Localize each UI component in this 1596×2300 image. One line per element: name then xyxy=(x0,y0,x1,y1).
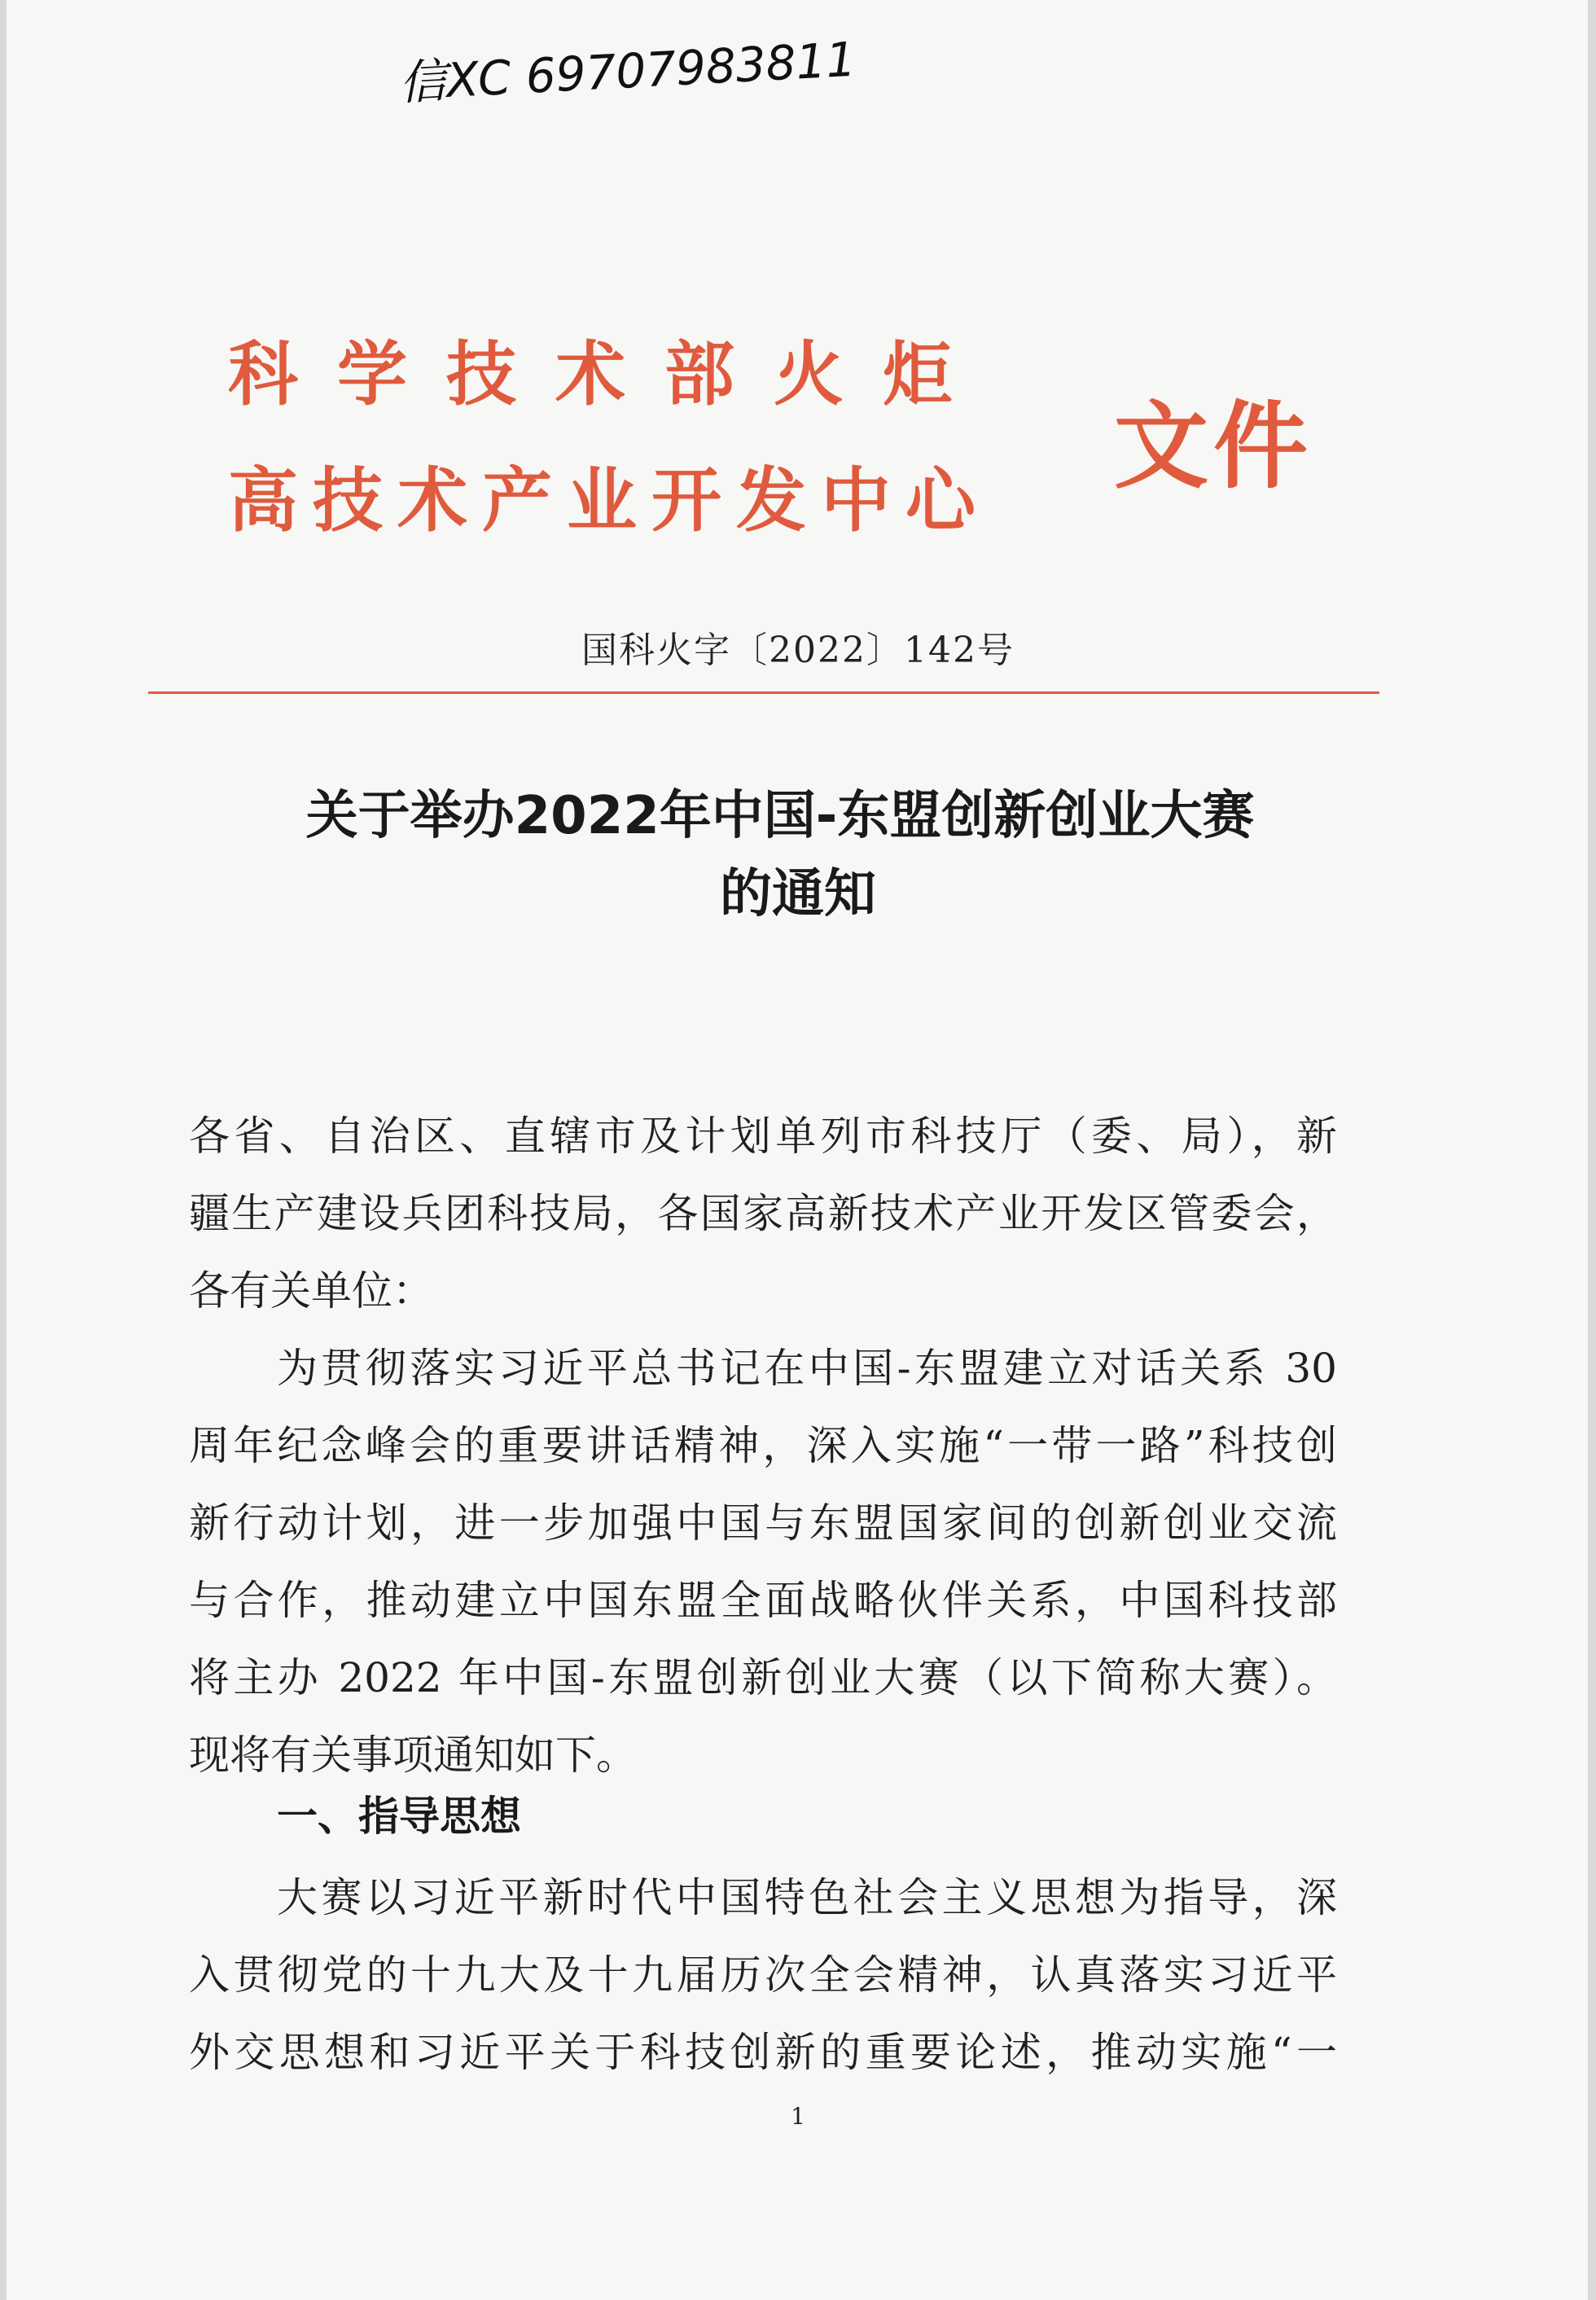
addressee-line: 各有关单位： xyxy=(189,1267,433,1315)
paragraph-line: 外交思想和习近平关于科技创新的重要论述，推动实施“一 xyxy=(189,2029,1337,2076)
document-title-line2: 的通知 xyxy=(720,864,876,924)
red-divider-line xyxy=(148,691,1379,694)
handwritten-annotation-text: 信XC 69707983811 xyxy=(397,31,857,111)
paragraph-line: 现将有关事项通知如下。 xyxy=(189,1732,637,1779)
header-org-line2: 高技术产业开发中心 xyxy=(228,460,990,542)
paragraph-line: 将主办 2022 年中国-东盟创新创业大赛（以下简称大赛）。 xyxy=(189,1654,1337,1701)
addressee-line: 疆生产建设兵团科技局，各国家高新技术产业开发区管委会， xyxy=(189,1190,1337,1237)
page-number: 1 xyxy=(791,2103,805,2130)
header-doc-type: 文件 xyxy=(1114,392,1313,502)
scan-edge-right xyxy=(1588,0,1596,2300)
paragraph-line: 大赛以习近平新时代中国特色社会主义思想为指导，深 xyxy=(277,1874,1337,1921)
section-heading: 一、指导思想 xyxy=(277,1793,521,1840)
header-org-line1: 科学技术部火炬 xyxy=(228,334,992,415)
paragraph-line: 周年纪念峰会的重要讲话精神，深入实施“一带一路”科技创 xyxy=(189,1422,1337,1469)
handwritten-annotation xyxy=(397,31,857,114)
document-number: 国科火字〔2022〕142号 xyxy=(581,630,1015,671)
document-title-line1: 关于举办2022年中国-东盟创新创业大赛 xyxy=(305,786,1255,846)
paragraph-line: 为贯彻落实习近平总书记在中国-东盟建立对话关系 30 xyxy=(277,1345,1337,1392)
paragraph-line: 入贯彻党的十九大及十九届历次全会精神，认真落实习近平 xyxy=(189,1951,1337,1999)
scan-edge-left xyxy=(0,0,7,2300)
addressee-line: 各省、自治区、直辖市及计划单列市科技厅（委、局），新 xyxy=(189,1113,1337,1160)
paragraph-line: 与合作，推动建立中国东盟全面战略伙伴关系，中国科技部 xyxy=(189,1577,1337,1624)
paragraph-line: 新行动计划，进一步加强中国与东盟国家间的创新创业交流 xyxy=(189,1499,1337,1547)
